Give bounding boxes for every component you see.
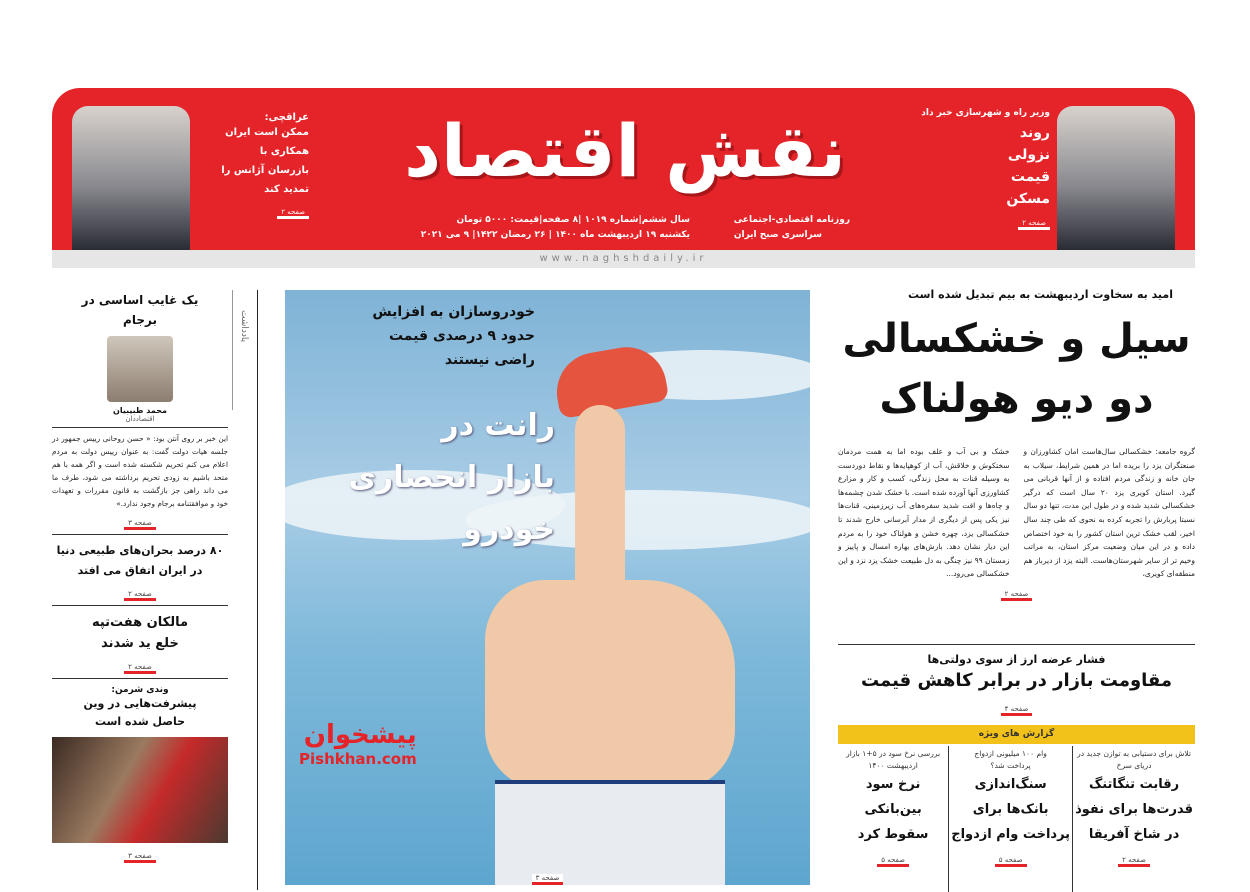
story-sherman[interactable]: پیشرفت‌هایی در وین حاصل شده است — [83, 697, 197, 728]
kicker: وندی شرمن: — [111, 685, 169, 695]
vertical-label: یادداشت — [239, 310, 249, 343]
issue-date: یکشنبه ۱۹ اردیبهشت ماه ۱۴۰۰ | ۲۶ رمضان ۱۴۲۲| ۹ می ۲۰۲۱ — [420, 230, 690, 240]
tagline2: سراسری صبح ایران — [733, 230, 822, 240]
kicker: عراقچی: — [264, 112, 309, 123]
headline: ممکن است ایران همکاری با بازرسان آژانس را تمدید کند — [221, 127, 309, 195]
column-divider — [257, 290, 258, 890]
hand-illustration — [485, 580, 735, 790]
page-ref: صفحه ۳ — [532, 874, 564, 885]
page-ref: صفحه ۲ — [1118, 856, 1150, 867]
masthead-tagline — [700, 213, 850, 243]
left-column — [52, 290, 228, 863]
page-ref: صفحه ۲ — [124, 663, 156, 674]
second-kicker: فشار عرضه ارز از سوی دولتی‌ها — [927, 653, 1106, 666]
special-headline: سنگ‌اندازی بانک‌ها برای پرداخت وام ازدواج — [951, 777, 1071, 842]
pishkhan-watermark: پیشخوان Pishkhan.com — [299, 720, 417, 768]
header-right-story[interactable] — [905, 108, 1050, 230]
opinion-title[interactable]: یک غایب اساسی در برجام — [81, 293, 199, 327]
second-story[interactable] — [838, 644, 1195, 716]
page-ref: صفحه ۵ — [877, 856, 909, 867]
author-name: محمد طبیبیان — [113, 406, 167, 415]
story-natural-disasters[interactable]: ۸۰ درصد بحران‌های طبیعی دنیا در ایران اتفاق می افتد — [56, 544, 224, 577]
lead-body-col2: خشک و بی آب و علف بوده اما به همت مردمان سختکوش و خلاقش، آب از کوهپایه‌ها و نقاط دوردست به وسیله قنات به محل زندگی، کسب و کار و مزارع کشاورزی آنها آورده شده است. با خشک شدن چشمه‌ها و چاه‌ها و افت شدید سفره‌های آب زیرزمینی، قنات‌ها نیز یکی پس از دیگری از مدار آبرسانی خارج شدند تا خشکسالی یزد، چهره خشن و هولناک خود را به مردم این دیار نشان دهد. بارش‌های بهاره امسال و پاییز و زمستان ۹۹ نیز چنگی به دل طبیعت خشک یزد نزد و این خشکسالی می‌رود... — [837, 447, 1010, 579]
finger-illustration — [575, 405, 625, 595]
lead-kicker: امید به سخاوت اردیبهشت به بیم تبدیل شده است — [908, 288, 1173, 301]
page-ref: صفحه ۲ — [1001, 590, 1033, 601]
author-avatar — [107, 336, 173, 402]
araghchi-photo — [72, 106, 190, 250]
special-report-item[interactable]: وام ۱۰۰ میلیونی ازدواج پرداخت شد؟ سنگ‌اندازی بانک‌ها برای پرداخت وام ازدواج صفحه ۵ — [948, 746, 1072, 892]
headline: روند نزولی قیمت مسکن — [1006, 125, 1050, 207]
website-url[interactable]: www.naghshdaily.ir — [52, 250, 1195, 268]
author-role: اقتصاددان — [125, 415, 155, 423]
cartoon-illustration[interactable] — [285, 290, 810, 885]
special-headline: نرخ سود بین‌بانکی سقوط کرد — [857, 777, 929, 842]
cartoon-caption: خودروسازان به افزایش حدود ۹ درصدی قیمت راضی نیستند — [372, 304, 535, 368]
tagline: روزنامه اقتصادی-اجتماعی — [733, 215, 850, 225]
header-left-story[interactable] — [194, 112, 309, 219]
newspaper-logo: نقش اقتصاد — [404, 109, 846, 193]
sherman-photo — [52, 737, 228, 843]
opinion-body: این خبر بر روی آنتن بود: « حسن روحانی رییس جمهور در جلسه هیات دولت گفت: به عنوان رییس دولت به مردم اعلام می کنم تحریم شکسته شده است و اگر همه با هم متحد باشیم به زودی تحریم برداشته می شود، طرف ما می داند راهی جز بازگشت به قانون مقررات و تعهدات خود و موافقتنامه برجام وجود ندارد.» — [52, 434, 228, 508]
page-ref: صفحه ۳ — [124, 519, 156, 530]
cartoon-title: رانت در بازار انحصاری خودرو — [348, 408, 555, 547]
page-ref: صفحه ۲ — [277, 208, 309, 219]
special-report-item[interactable]: تلاش برای دستیابی به توازن جدید در دریای سرخ رقابت تنگاتنگ قدرت‌ها برای نفوذ در شاخ آفریقا صفحه ۲ — [1072, 746, 1195, 892]
story-haft-tappeh[interactable]: مالکان هفت‌تپه خلع ید شدند — [91, 615, 189, 651]
page-ref: صفحه ۴ — [1001, 705, 1033, 716]
page-ref: صفحه ۲ — [1018, 219, 1050, 230]
issue-number: سال ششم|شماره ۱۰۱۹ |۸ صفحه|قیمت: ۵۰۰۰ تومان — [456, 215, 690, 225]
lead-headline-1: سیل و خشکسالی — [842, 316, 1191, 362]
lead-body-col1: گروه جامعه: خشکسالی سال‌هاست امان کشاورزان و صنعتگران یزد را بریده اما در همین شرایط، سیلاب به جان خانه و زندگی مردم افتاده و از آنها قربانی می گیرد. استان کویری یزد ۲۰ سال است که درگیر خشکسالی شدید شده و در طول این مدت، تنها دو سال نسبتا پربارش را تجربه کرده به نحوی که طی چند سال اخیر، لقب خشک ترین استان کشور را به خود اختصاص داده و در این میان وضعیت مرکز استان، به مراتب وخیم تر از سایر شهرستان‌هاست. البته یزد از دیرباز هم منطقه‌ای کویری، — [1023, 447, 1196, 579]
kicker: وزیر راه و شهرسازی خبر داد — [921, 108, 1050, 118]
page-ref: صفحه ۲ — [124, 590, 156, 601]
issue-info — [315, 213, 690, 243]
vertical-label-box — [232, 290, 257, 410]
page-ref: صفحه ۳ — [124, 852, 156, 863]
lead-story[interactable] — [838, 288, 1195, 601]
page-ref: صفحه ۵ — [995, 856, 1027, 867]
special-report-item[interactable]: بررسی نرخ سود در ۵+۱ بازار اردیبهشت ۱۴۰۰ نرخ سود بین‌بانکی سقوط کرد صفحه ۵ — [838, 746, 948, 892]
special-headline: رقابت تنگاتنگ قدرت‌ها برای نفوذ در شاخ آفریقا — [1075, 777, 1193, 842]
special-reports — [838, 746, 1195, 892]
lead-headline-2: دو دیو هولناک — [879, 376, 1154, 422]
special-reports-bar: گزارش های ویژه — [838, 725, 1195, 744]
minister-photo — [1057, 106, 1175, 250]
second-headline[interactable]: مقاومت بازار در برابر کاهش قیمت — [860, 670, 1173, 691]
